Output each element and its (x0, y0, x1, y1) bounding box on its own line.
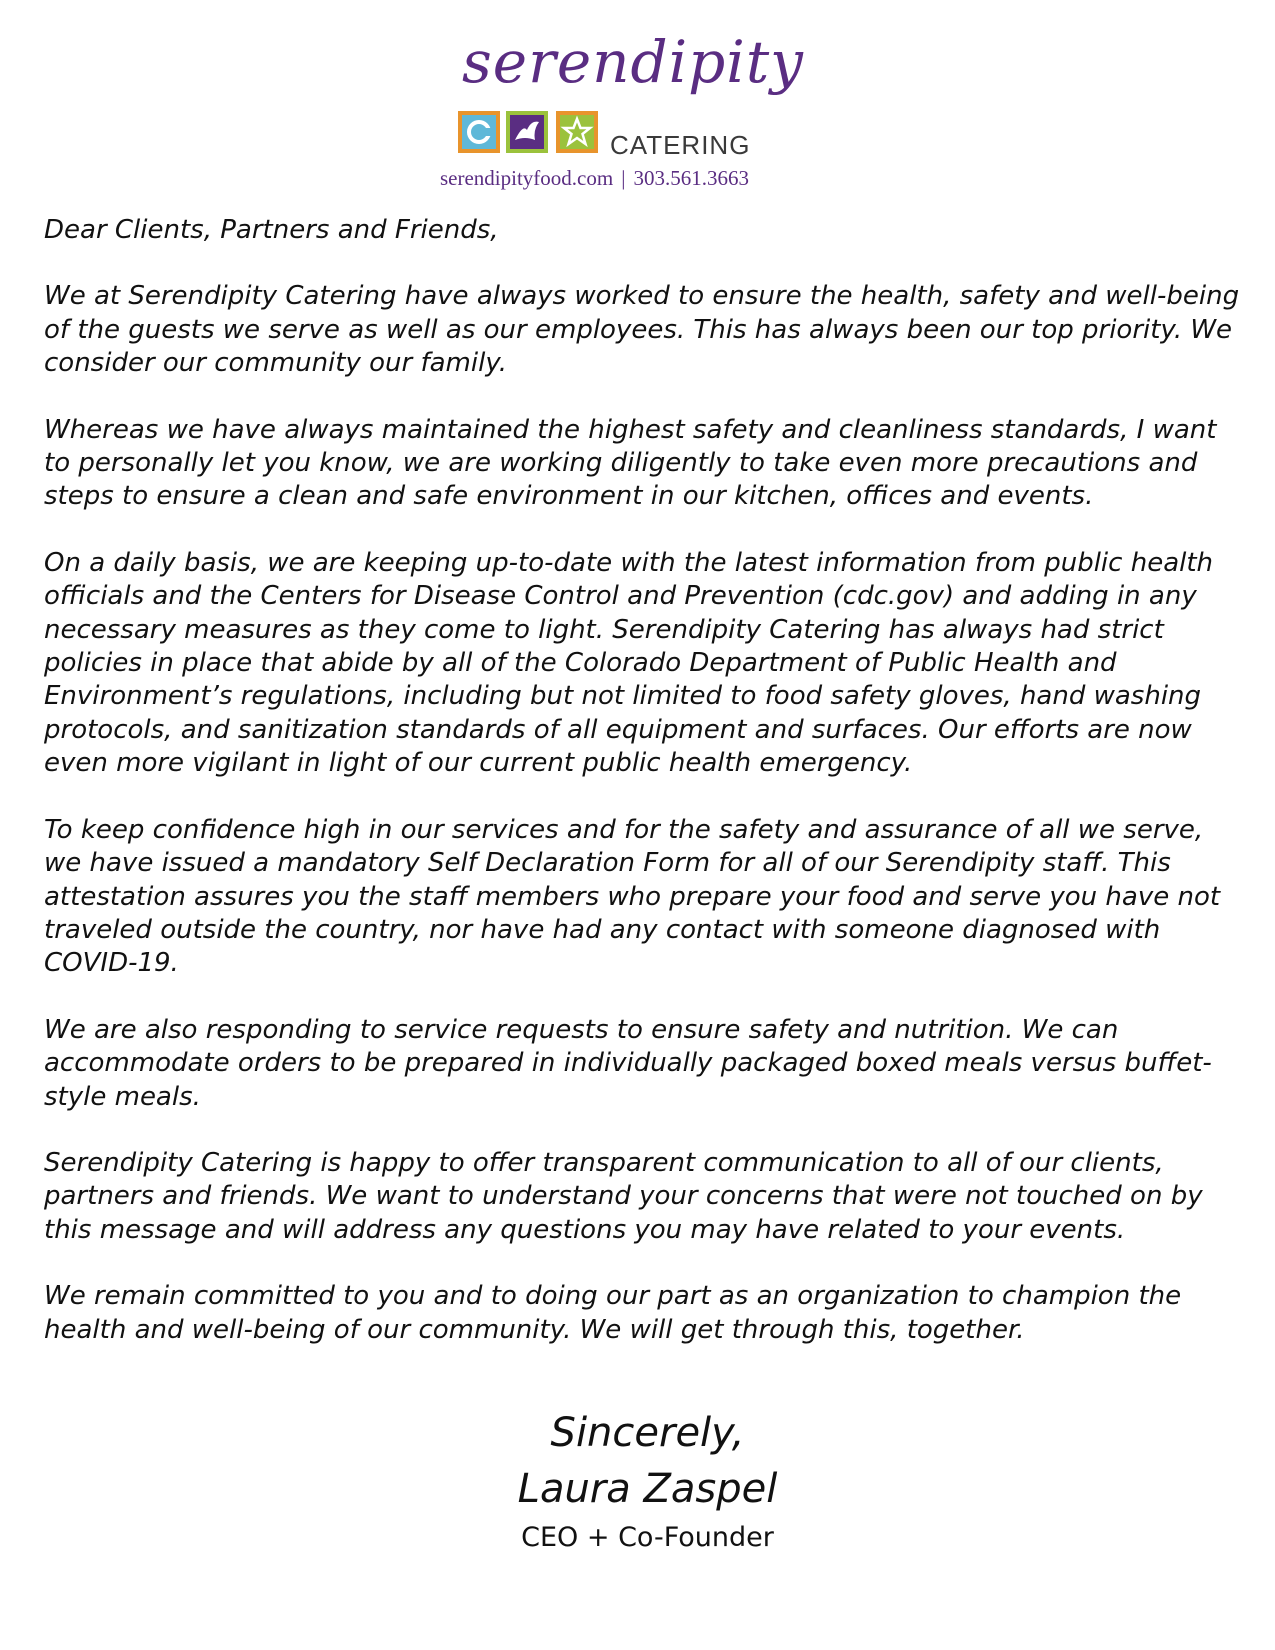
signer-name: Laura Zaspel (517, 1466, 778, 1512)
contact-separator: | (621, 166, 626, 190)
brand-logo-text: serendipity (462, 28, 804, 96)
brand-subtitle: CATERING (610, 130, 751, 160)
contact-line (440, 166, 749, 191)
letter-body (44, 214, 1244, 1380)
paragraph: We are also responding to service requests to ensure safety and nutrition. We can accommodate orders to be prepared in individually packaged boxed meals versus buffet-style meals. (44, 1014, 1212, 1112)
paragraph: We remain committed to you and to doing our part as an organization to champion the health and well-being of our community. We will get through this, together. (44, 1281, 1182, 1345)
circle-tile-icon (457, 110, 501, 154)
closing: Sincerely, (550, 1410, 745, 1456)
paragraph: We at Serendipity Catering have always worked to ensure the health, safety and well-being of the guests we serve as well as our employees. This has always been our top priority. We consider our community our family. (44, 281, 1240, 379)
paragraph: To keep confidence high in our services and for the safety and assurance of all we serve, we have issued a mandatory Self Declaration Form for all of our Serendipity staff. This attestation assures you the staff members who prepare your food and serve you have not traveled outside the country, nor have had any contact with someone diagnosed with COVID-19. (44, 814, 1221, 979)
signer-title: CEO + Co-Founder (521, 1522, 774, 1553)
bird-tile-icon (505, 110, 549, 154)
paragraph: Whereas we have always maintained the highest safety and cleanliness standards, I want to personally let you know, we are working diligently to take even more precautions and steps to ensure a clean and safe environment in our kitchen, offices and events. (44, 414, 1217, 512)
phone-number: 303.561.3663 (633, 166, 749, 190)
star-tile-icon (555, 110, 599, 154)
salutation: Dear Clients, Partners and Friends, (44, 215, 499, 245)
website-link[interactable]: serendipityfood.com (440, 166, 614, 190)
paragraph: Serendipity Catering is happy to offer transparent communication to all of our clients, partners and friends. We want to understand your concerns that were not touched on by this message and will address any questions you may have related to your events. (44, 1147, 1203, 1245)
letterhead (440, 20, 860, 190)
paragraph: On a daily basis, we are keeping up-to-date with the latest information from public health officials and the Centers for Disease Control and Prevention (cdc.gov) and adding in any necessary measures as they come to light. Serendipity Catering has always had strict policies in place that abide by all of the Colorado Department of Public Health and Environment’s regulations, including but not limited to food safety gloves, hand washing protocols, and sanitization standards of all equipment and surfaces. Our efforts are now even more vigilant in light of our current public health emergency. (44, 547, 1214, 779)
